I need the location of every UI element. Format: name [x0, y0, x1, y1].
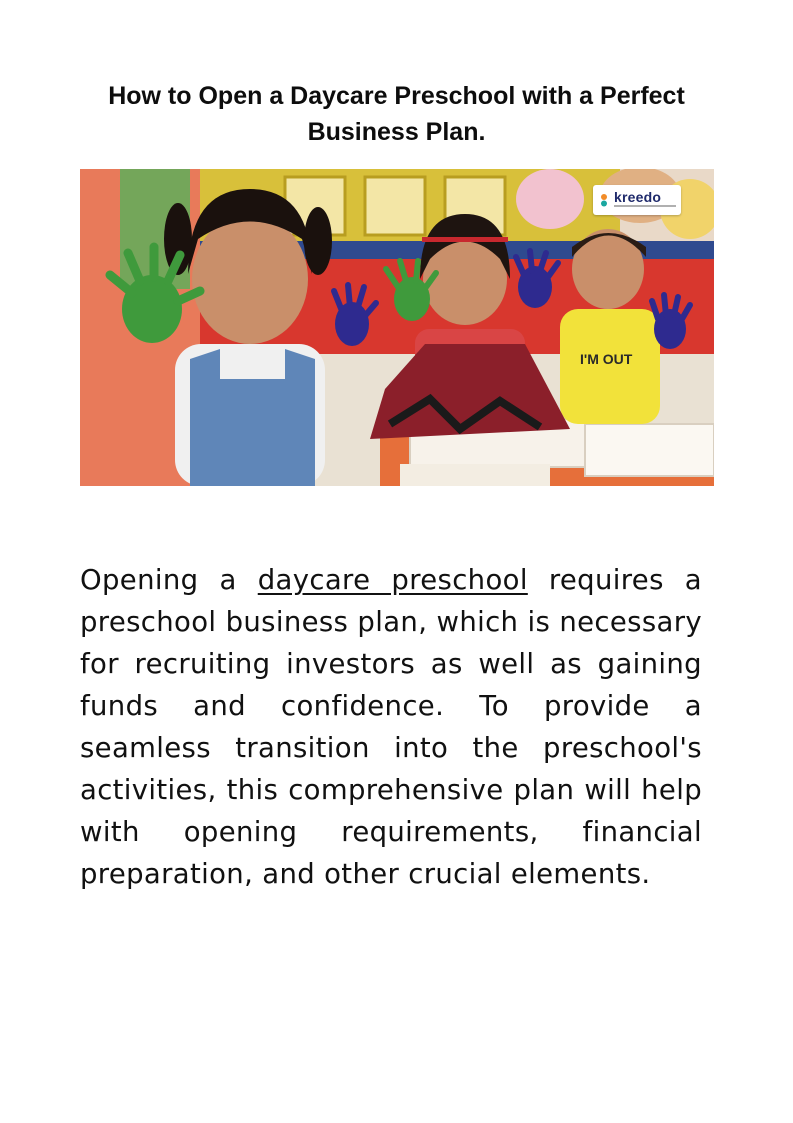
kreedo-logo-tagline — [614, 205, 676, 207]
daycare-preschool-link[interactable]: daycare preschool — [257, 564, 528, 596]
svg-text:I'M OUT: I'M OUT — [580, 351, 633, 367]
kreedo-logo — [593, 185, 681, 215]
kreedo-logo-icon — [599, 193, 613, 207]
children-painted-hands-illustration — [80, 169, 714, 486]
kreedo-logo-text: kreedo — [614, 189, 662, 205]
classroom-photo — [80, 169, 714, 486]
paragraph-text-rest: requires a preschool business plan, which is necessary for recruiting investors as well as gaining funds and confidence. To provide a seamless transition into the preschool's activities, this comprehensive plan will help with opening requirements, financial preparation, and other crucial elements. — [80, 564, 703, 890]
intro-paragraph — [80, 559, 702, 895]
document-title: How to Open a Daycare Preschool with a Perfect Business Plan. — [108, 82, 685, 146]
paragraph-text-start: Opening a — [80, 564, 258, 596]
